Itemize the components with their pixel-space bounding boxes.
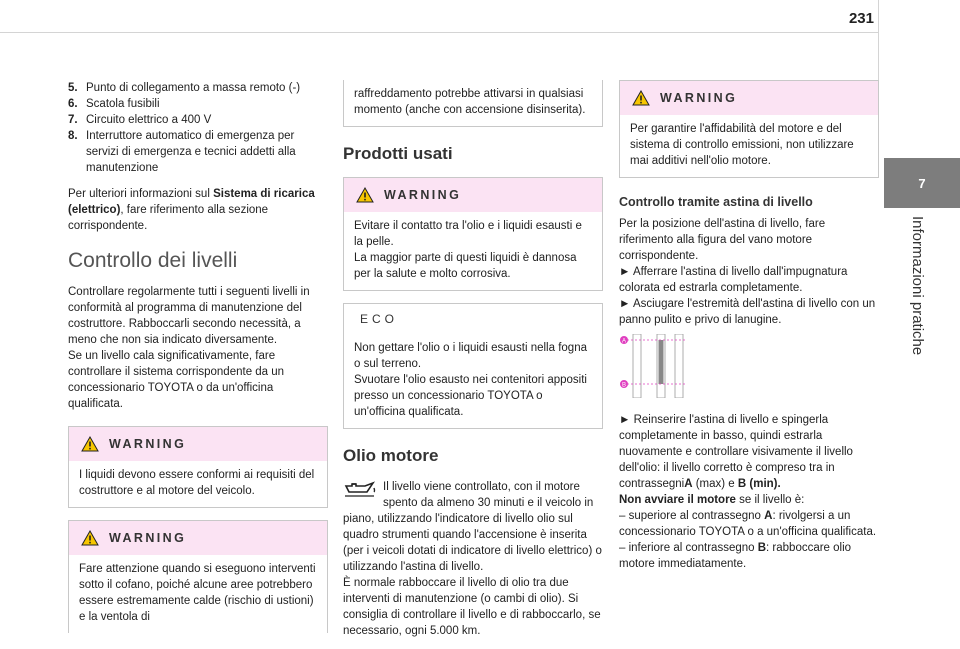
warning-box xyxy=(68,426,328,508)
warning-continued: raffreddamento potrebbe attivarsi in qualsiasi momento (anche con accensione disinserita). xyxy=(343,80,603,127)
oil-paragraph-2: È normale rabboccare il livello di olio tra due interventi di manutenzione (o cambi di olio). Si consiglia di controllare il livello e di rabboccarlo, se necessario, ogni 5.000 km. xyxy=(343,577,601,637)
column-3 xyxy=(619,80,879,572)
levels-paragraph: Controllare regolarmente tutti i seguenti livelli in conformità al programma di manutenzione del costruttore. Rabboccarli secondo necessità, a meno che non sia indicato diversamente. xyxy=(68,286,310,346)
warning-triangle-icon xyxy=(81,436,99,452)
warning-header: WARNING xyxy=(69,427,327,461)
warning-text: Evitare il contatto tra l'olio e i liquidi esausti e la pelle. La maggior parte di questi liquidi è dannosa per la salute e molto corrosiva. xyxy=(354,220,582,280)
step-item: ► Asciugare l'estremità dell'astina di livello con un panno pulito e privo di lanugine. xyxy=(619,298,876,326)
page-number: 231 xyxy=(848,10,874,27)
oil-can-icon xyxy=(343,479,377,499)
warning-header: WARNING xyxy=(344,178,602,212)
section-title-levels: Controllo dei livelli xyxy=(68,249,238,272)
eco-header: ECO xyxy=(344,304,602,334)
header-rule xyxy=(0,32,878,33)
warning-box xyxy=(68,520,328,633)
marker-b-label: B xyxy=(621,382,627,389)
warning-text: Fare attenzione quando si eseguono interventi sotto il cofano, poiché alcune aree potrebbero essere estremamente calde (rischio di ustioni) e la ventola di xyxy=(79,563,316,623)
step-item: ► Afferrare l'astina di livello dall'impugnatura colorata ed estrarla completamente. xyxy=(619,266,848,294)
subsection-title-dipstick: Controllo tramite astina di livello xyxy=(619,195,813,209)
warning-text: Per garantire l'affidabilità del motore e del sistema di controllo emissioni, non utilizzare mai additivi nell'olio motore. xyxy=(630,123,854,167)
warning-triangle-icon xyxy=(356,187,374,203)
list-item: 7. Circuito elettrico a 400 V xyxy=(68,114,212,126)
numbered-list xyxy=(68,80,328,176)
list-item: 5. Punto di collegamento a massa remoto (-) xyxy=(68,82,301,94)
column-1 xyxy=(68,80,328,645)
eco-box xyxy=(343,303,603,429)
section-title-oil: Olio motore xyxy=(343,446,439,465)
chapter-tab[interactable]: 7 xyxy=(884,158,960,208)
column-2 xyxy=(343,80,603,649)
warning-header: WARNING xyxy=(620,81,878,115)
dash-item: – inferiore al contrassegno B: rabboccare olio motore immediatamente. xyxy=(619,542,852,570)
dash-item: – superiore al contrassegno A: rivolgersi a un concessionario TOYOTA o a un'officina qualificata. xyxy=(619,510,877,538)
side-margin xyxy=(878,0,960,157)
warning-triangle-icon xyxy=(81,530,99,546)
warning-text: I liquidi devono essere conformi ai requisiti del costruttore e al motore del veicolo. xyxy=(79,469,315,497)
levels-paragraph-2: Se un livello cala significativamente, fare controllare il sistema corrispondente da un concessionario TOYOTA o da un'officina qualificata. xyxy=(68,350,285,410)
warning-box xyxy=(343,177,603,291)
oil-paragraph: Il livello viene controllato, con il motore spento da almeno 30 minuti e il veicolo in piano, utilizzando l'indicatore di livello olio sul quadro strumenti quando l'accensione è inserita (per i veicoli dotati di indicatore di livello elettrico) o utilizzando l'astina di livello. xyxy=(343,481,602,573)
section-title-products: Prodotti usati xyxy=(343,144,453,163)
dipstick-figure xyxy=(619,334,689,398)
step-item: ► Reinserire l'astina di livello e spingerla completamente in basso, quindi estrarla nuovamente e controllare visivamente il livello dell'olio: il livello corretto è compreso tra in contrassegniA (max) e B (min). xyxy=(619,414,853,490)
warning-triangle-icon xyxy=(632,90,650,106)
list-item: 8. Interruttore automatico di emergenza per servizi di emergenza e tecnici addetti alla manutenzione xyxy=(68,130,296,174)
warning-header: WARNING xyxy=(69,521,327,555)
marker-a-label: A xyxy=(621,338,627,345)
chapter-title: Informazioni pratiche xyxy=(909,216,926,356)
warning-box xyxy=(619,80,879,178)
no-start-line: Non avviare il motore se il livello è: xyxy=(619,494,805,506)
dipstick-paragraph: Per la posizione dell'astina di livello, fare riferimento alla figura del vano motore corrispondente. xyxy=(619,218,826,262)
eco-text: Non gettare l'olio o i liquidi esausti nella fogna o sul terreno. Svuotare l'olio esausto nei contenitori appositi presso un concessionario TOYOTA o un'officina qualificata. xyxy=(354,342,587,418)
more-info-paragraph: Per ulteriori informazioni sul Sistema di ricarica (elettrico), fare riferimento alla sezione corrispondente. xyxy=(68,188,315,232)
list-item: 6. Scatola fusibili xyxy=(68,98,160,110)
